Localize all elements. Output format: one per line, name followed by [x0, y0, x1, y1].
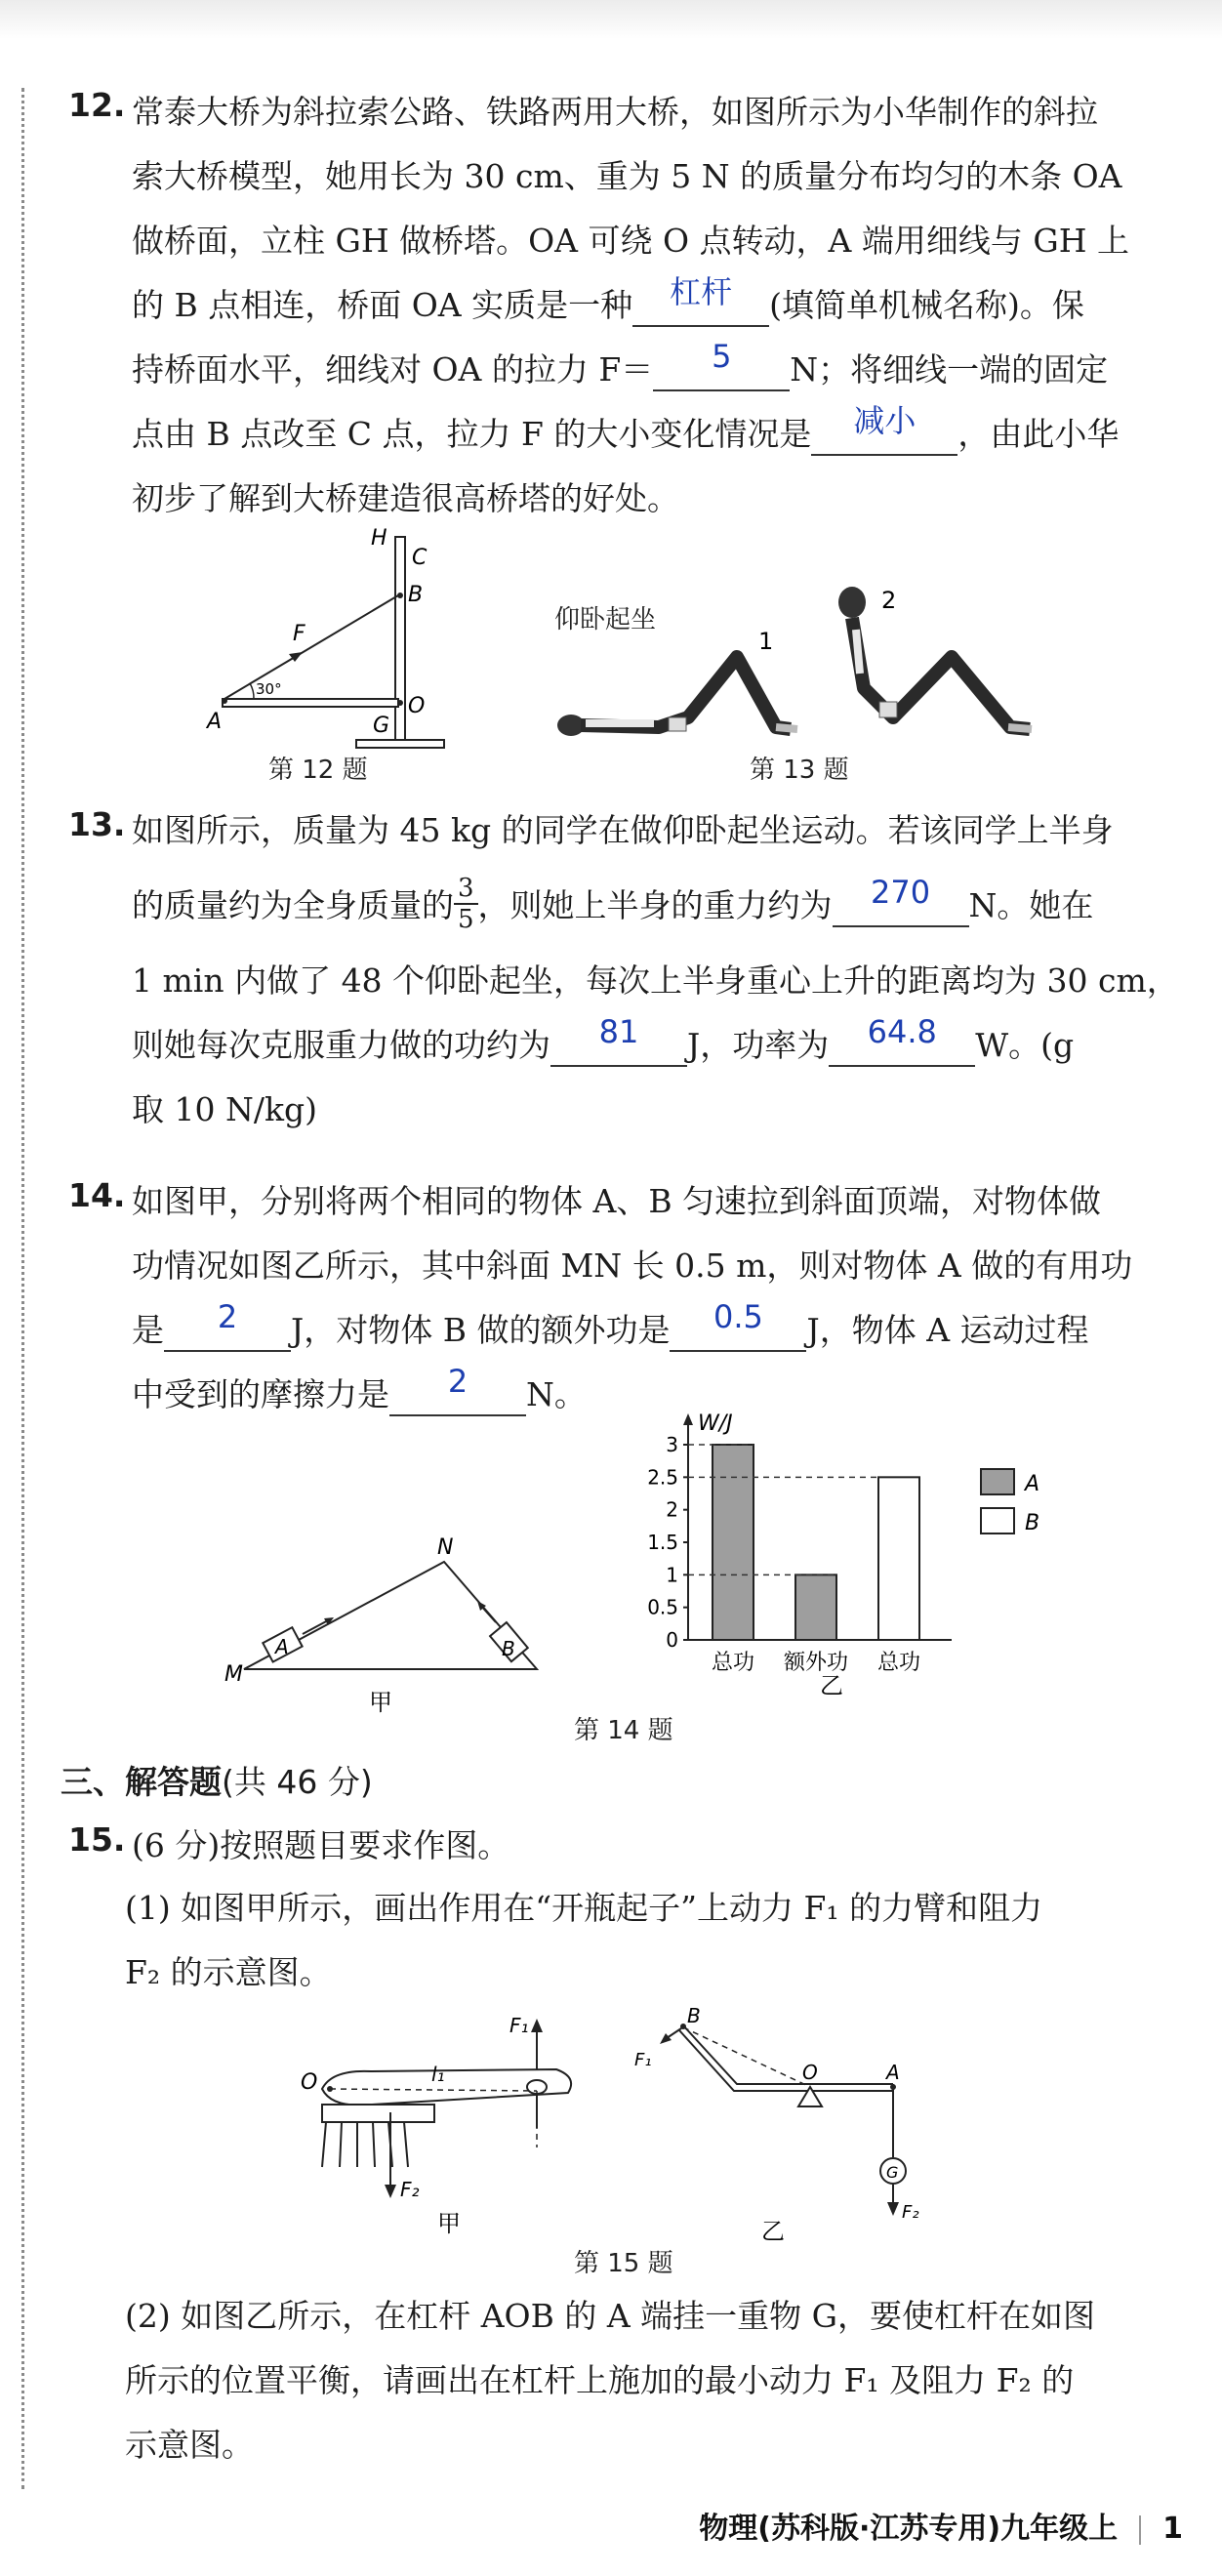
chart-y-axis-arrow: [683, 1413, 693, 1425]
q12-answer-3: 减小: [853, 402, 916, 439]
q15-lever-aob-figure: [625, 2001, 957, 2245]
q13-line: 取 10 N/kg): [132, 1090, 317, 1128]
label-yi: 乙: [820, 1672, 843, 1699]
label-yi: 乙: [761, 2218, 785, 2245]
q13-text-span: W。(g: [975, 1026, 1075, 1064]
q13-blank-1: [833, 874, 969, 927]
q14-text-span: J，物体 A 运动过程: [806, 1311, 1089, 1349]
point-b: [680, 2024, 686, 2029]
q12-caption: 第 12 题: [268, 756, 368, 785]
bottle-cap: [322, 2105, 434, 2122]
pose-1-label: 1: [758, 628, 774, 655]
q15-line: 所示的位置平衡，请画出在杠杆上施加的最小动力 F₁ 及阻力 F₂ 的: [125, 2361, 1075, 2399]
label-block-b: B: [502, 1637, 515, 1660]
q12-line: [132, 273, 1186, 338]
label-block-a: A: [275, 1635, 289, 1658]
pull-arrow-a: [303, 1619, 330, 1634]
opener-handle: [322, 2069, 571, 2106]
q13-text-span: J，功率为: [687, 1026, 830, 1064]
chart-marks: [647, 1413, 1039, 1675]
q14-work-bar-chart: [615, 1401, 1064, 1703]
label-jia: 甲: [369, 1689, 392, 1716]
label-o: O: [301, 2070, 318, 2095]
q12-line: 初步了解到大桥建造很高桥塔的好处。: [132, 479, 679, 517]
label-f2: F₂: [400, 2178, 420, 2201]
section-3-title: 三、解答题: [61, 1763, 222, 1801]
label-f1: F₁: [634, 2050, 652, 2070]
label-jia: 甲: [437, 2210, 461, 2235]
q14-blank-3: [389, 1363, 526, 1416]
q13-number: 13.: [68, 805, 126, 843]
chart-x-tick-label: 总功: [711, 1651, 755, 1675]
label-l1: l₁: [431, 2063, 445, 2086]
label-a: A: [207, 710, 223, 734]
tower-gh: [395, 537, 405, 742]
section-3-points: (共 46 分): [222, 1763, 373, 1801]
q12-bridge-figure: [195, 527, 468, 761]
q13-text: [132, 798, 1186, 1142]
pivot-o: [327, 2086, 333, 2092]
fraction-3-5: [454, 874, 478, 934]
top-shading: [0, 0, 1222, 39]
q12-line: 常泰大桥为斜拉索公路、铁路两用大桥，如图所示为小华制作的斜拉: [132, 93, 1098, 131]
chart-bar-a: [795, 1574, 836, 1640]
tower-base: [356, 740, 444, 748]
q13-line: 如图所示，质量为 45 kg 的同学在做仰卧起坐运动。若该同学上半身: [132, 811, 1114, 849]
q12-text-span: 的 B 点相连，桥面 OA 实质是一种: [132, 286, 633, 324]
q14-text-span: J，对物体 B 做的额外功是: [291, 1311, 671, 1349]
q12-text-span: (填简单机械名称)。保: [769, 286, 1084, 324]
q12-answer-1: 杠杆: [670, 273, 733, 310]
chart-y-label: W/J: [698, 1411, 733, 1436]
chart-legend-swatch-a: [981, 1469, 1014, 1494]
q13-line: 1 min 内做了 48 个仰卧起坐，每次上半身重心上升的距离均为 30 cm，: [132, 961, 1179, 1000]
q12-text-span: ，由此小华: [957, 415, 1120, 453]
q14-line: 如图甲，分别将两个相同的物体 A、B 匀速拉到斜面顶端，对物体做: [132, 1182, 1102, 1220]
f1-arrow-head: [660, 2033, 672, 2044]
q14-answer-3: 2: [447, 1363, 468, 1400]
page-number: 1: [1162, 2512, 1183, 2546]
lever-upper-edge: [683, 2025, 893, 2084]
q14-number: 14.: [68, 1176, 126, 1214]
q12-blank-1: [632, 273, 769, 327]
label-o: O: [802, 2061, 818, 2084]
q12-text-span: N；将细线一端的固定: [790, 350, 1109, 388]
q13-answer-3: 64.8: [867, 1013, 937, 1050]
pose-2-figure: [838, 587, 1032, 729]
q14-incline-figure: [224, 1533, 576, 1718]
q12-line: [132, 338, 1186, 402]
label-b: B: [687, 2004, 701, 2027]
q14-text-span: 中受到的摩擦力是: [132, 1375, 389, 1413]
q12-blank-3: [811, 402, 957, 456]
chart-bar-b: [878, 1477, 919, 1640]
label-c: C: [412, 546, 428, 570]
q13-situp-figure: [542, 581, 1069, 747]
section-3-heading: [61, 1757, 373, 1803]
q12-text-span: 点由 B 点改至 C 点，拉力 F 的大小变化情况是: [132, 415, 812, 453]
footer-separator: [1139, 2515, 1141, 2545]
q15-number: 15.: [68, 1820, 126, 1859]
f1-arrow-head: [531, 2019, 543, 2032]
chart-x-tick-label: 额外功: [783, 1651, 849, 1675]
q13-answer-1: 270: [871, 874, 931, 911]
q14-text: [132, 1169, 1186, 1427]
q13-answer-2: 81: [598, 1013, 639, 1050]
chart-y-tick-label: 2.5: [647, 1465, 678, 1490]
q15-text: [132, 1814, 1186, 1878]
q13-text-span: N。她在: [968, 886, 1094, 924]
point-o: [397, 700, 403, 706]
q12-number: 12.: [68, 86, 126, 124]
label-g: G: [886, 2163, 899, 2182]
q15-line: 示意图。: [125, 2426, 254, 2464]
q12-answer-2: 5: [712, 338, 732, 375]
q14-blank-2: [670, 1298, 806, 1352]
q14-line: [132, 1298, 1186, 1363]
q15-line: (1) 如图甲所示，画出作用在“开瓶起子”上动力 F₁ 的力臂和阻力: [125, 1889, 1043, 1927]
angle-arc: [250, 683, 254, 699]
label-m: M: [224, 1662, 243, 1687]
label-h: H: [371, 527, 387, 551]
q15-part2-text: [125, 2284, 1189, 2477]
fraction-denominator: 5: [458, 905, 474, 934]
q13-blank-2: [550, 1013, 687, 1067]
q14-text-span: 是: [132, 1311, 164, 1349]
q15-line: (6 分)按照题目要求作图。: [132, 1826, 510, 1864]
q12-text-span: 持桥面水平，细线对 OA 的拉力 F＝: [132, 350, 654, 388]
q13-line: [132, 863, 1186, 949]
label-f: F: [293, 622, 306, 646]
label-g: G: [373, 714, 390, 738]
q13-figure-title: 仰卧起坐: [554, 605, 657, 634]
q14-answer-1: 2: [217, 1298, 238, 1335]
q12-text: [132, 80, 1186, 531]
q13-text-span: ，则她上半身的重力约为: [477, 886, 833, 924]
q13-text-span: 的质量约为全身质量的: [132, 886, 454, 924]
bottle-neck: [322, 2122, 408, 2167]
q14-blank-1: [164, 1298, 291, 1352]
label-f2: F₂: [902, 2202, 919, 2223]
q13-line: [132, 1013, 1186, 1078]
chart-legend-swatch-b: [981, 1508, 1014, 1533]
label-f1: F₁: [509, 2014, 529, 2037]
q15-bottle-opener-figure: [293, 2011, 605, 2235]
chart-legend-label: B: [1025, 1511, 1040, 1535]
label-n: N: [437, 1535, 454, 1560]
chart-y-tick-label: 1.5: [647, 1531, 678, 1554]
q12-line: 做桥面，立柱 GH 做桥塔。OA 可绕 O 点转动，A 端用细线与 GH 上: [132, 222, 1129, 260]
footer-subject: 物理(苏科版·江苏专用)九年级上: [699, 2512, 1119, 2546]
label-o: O: [408, 694, 426, 718]
f2-arrow-head: [887, 2202, 899, 2216]
q15-line: F₂ 的示意图。: [125, 1953, 332, 1991]
q15-caption: 第 15 题: [574, 2249, 673, 2278]
fraction-numerator: 3: [454, 874, 478, 905]
chart-y-tick-label: 1: [666, 1563, 678, 1587]
chart-y-tick-label: 3: [666, 1433, 678, 1456]
label-a: A: [886, 2061, 900, 2084]
page-footer: [699, 2504, 1183, 2547]
q14-text-span: N。: [526, 1375, 587, 1413]
q13-text-span: 则她每次克服重力做的功约为: [132, 1026, 550, 1064]
q12-line: 索大桥模型，她用长为 30 cm、重为 5 N 的质量分布均匀的木条 OA: [132, 157, 1122, 195]
chart-y-tick-label: 2: [666, 1497, 678, 1522]
label-angle: 30°: [256, 680, 282, 698]
binding-margin-line: [21, 88, 24, 2489]
pose-2-label: 2: [881, 587, 897, 614]
f2-arrow-head: [385, 2185, 396, 2198]
chart-x-tick-label: 总功: [876, 1651, 921, 1675]
label-b: B: [408, 583, 424, 607]
point-a: [890, 2084, 896, 2090]
q14-answer-2: 0.5: [713, 1298, 763, 1335]
point-b: [397, 593, 403, 598]
chart-y-tick-label: 0.5: [647, 1595, 678, 1619]
chart-legend-label: A: [1025, 1472, 1040, 1496]
deck-oa: [223, 699, 398, 707]
q12-line: [132, 402, 1186, 467]
q14-line: 功情况如图乙所示，其中斜面 MN 长 0.5 m，则对物体 A 做的有用功: [132, 1247, 1133, 1285]
q15-line: (2) 如图乙所示，在杠杆 AOB 的 A 端挂一重物 G，要使杠杆在如图: [125, 2297, 1096, 2335]
chart-bar-a: [713, 1445, 754, 1640]
q14-caption: 第 14 题: [574, 1716, 673, 1745]
q15-part1-text: [125, 1876, 1189, 2005]
q12-blank-2: [653, 338, 790, 391]
q13-blank-3: [829, 1013, 975, 1067]
point-a: [222, 698, 227, 704]
pose-1-figure: [557, 657, 797, 736]
lever-lower-edge: [679, 2030, 893, 2091]
q13-caption: 第 13 题: [750, 756, 849, 785]
chart-y-tick-label: 0: [666, 1628, 678, 1652]
